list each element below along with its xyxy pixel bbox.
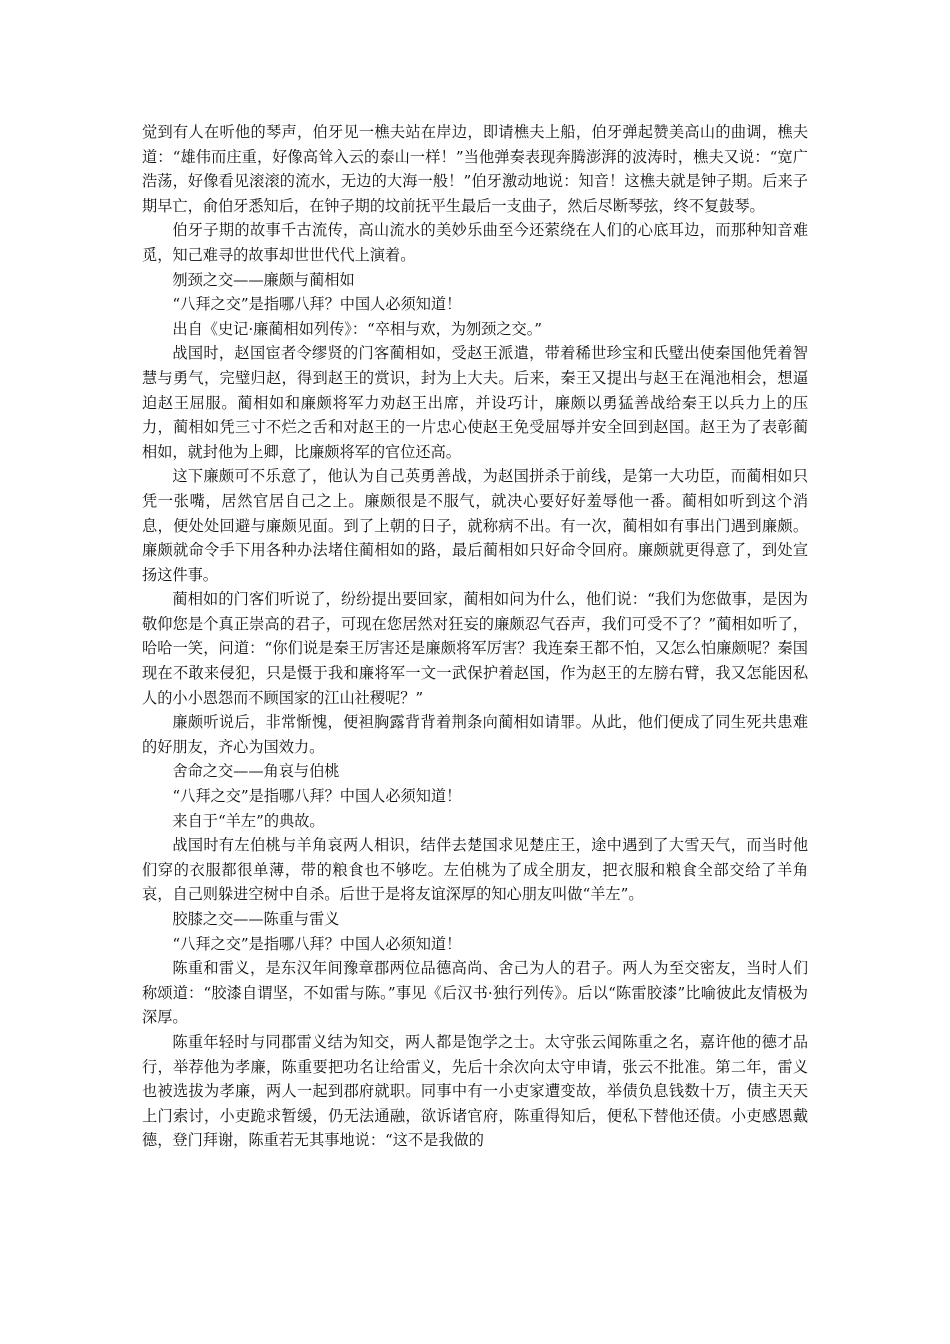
paragraph-lian-po-apology: 廉颇听说后，非常惭愧，便袒胸露背背着荆条向蔺相如请罪。从此，他们便成了同生死共患难的好朋友，齐心为国效力。 <box>142 713 808 756</box>
paragraph-chen-zhong-story: 陈重年轻时与同郡雷义结为知交，两人都是饱学之士。太守张云闻陈重之名，嘉许他的德才品行，举荐他为孝廉，陈重要把功名让给雷义，先后十余次向太守申请，张云不批准。第二年，雷义也被选拔为孝廉，两人一起到郡府就职。同事中有一小吏家遭变故，举债负息钱数十万，债主天天上门索讨，小吏跪求暂缓，仍无法通融，欲诉诸官府，陈重得知后，便私下替他还债。小吏感恩戴德，登门拜谢，陈重若无其事地说：“这不是我做的 <box>142 1032 808 1150</box>
paragraph-boya-ziqi-ending: 觉到有人在听他的琴声，伯牙见一樵夫站在岸边，即请樵夫上船，伯牙弹起赞美高山的曲调，樵夫道：“雄伟而庄重，好像高耸入云的泰山一样！”当他弹奏表现奔腾澎湃的波涛时，樵夫又说：“宽广浩荡，好像看见滚滚的流水，无边的大海一般！”伯牙激动地说：知音！这樵夫就是钟子期。后来子期早亡，俞伯牙悉知后，在钟子期的坟前抚平生最后一支曲子，然后尽断琴弦，终不复鼓琴。 <box>142 123 808 215</box>
paragraph-zuo-botao-story: 战国时有左伯桃与羊角哀两人相识，结伴去楚国求见楚庄王，途中遇到了大雪天气，而当时他们穿的衣服都很单薄，带的粮食也不够吃。左伯桃为了成全朋友，把衣服和粮食全部交给了羊角哀，自己则躲进空树中自杀。后世于是将友谊深厚的知心朋友叫做“羊左”。 <box>142 836 808 904</box>
paragraph-retainers-question: 蔺相如的门客们听说了，纷纷提出要回家，蔺相如问为什么，他们说：“我们为您做事，是因为敬仰您是个真正崇高的君子，可现在您居然对狂妄的廉颇忍气吞声，我们可受不了？”蔺相如听了，哈哈一笑，问道：“你们说是秦王厉害还是廉颇将军厉害？我连秦王都不怕，又怎么怕廉颇呢？秦国现在不敢来侵犯，只是慑于我和廉将军一文一武保护着赵国，作为赵王的左膀右臂，我又怎能因私人的小小恩怨而不顾国家的江山社稷呢？” <box>142 590 808 707</box>
paragraph-boya-legacy: 伯牙子期的故事千古流传，高山流水的美妙乐曲至今还萦绕在人们的心底耳边，而那种知音难觅，知己难寻的故事却世世代代上演着。 <box>142 221 808 264</box>
section-heading-wenjing: 刎颈之交——廉颇与蔺相如 <box>172 270 355 289</box>
paragraph-source-yangzuo: 来自于“羊左”的典故。 <box>172 811 325 830</box>
section-heading-jiaoqi: 胶膝之交——陈重与雷义 <box>172 910 340 928</box>
paragraph-lin-xiangru-background: 战国时，赵国宦者令缪贤的门客蔺相如，受赵王派遣，带着稀世珍宝和氏璧出使秦国他凭着智慧与勇气，完璧归赵，得到赵王的赏识，封为上大夫。后来，秦王又提出与赵王在渑池相会，想逼迫赵王屈服。蔺相如和廉颇将军力劝赵王出席，并设巧计，廉颇以勇猛善战给秦王以兵力上的压力，蔺相如凭三寸不烂之舌和对赵王的一片忠心使赵王免受屈辱并安全回到赵国。赵王为了表彰蔺相如，就封他为上卿，比廉颇将军的官位还高。 <box>142 344 808 461</box>
document-page <box>142 120 808 1153</box>
paragraph-source-shiji: 出自《史记·廉蔺相如列传》：“卒相与欢，为刎颈之交。” <box>172 319 543 338</box>
section-tagline: “八拜之交”是指哪八拜？中国人必须知道！ <box>172 934 462 953</box>
section-heading-sheming: 舍命之交——角哀与伯桃 <box>172 762 340 781</box>
paragraph-lian-po-displeased: 这下廉颇可不乐意了，他认为自己英勇善战，为赵国拼杀于前线，是第一大功臣，而蔺相如只凭一张嘴，居然官居自己之上。廉颇很是不服气，就决心要好好羞辱他一番。蔺相如听到这个消息，便处处回避与廉颇见面。到了上朝的日子，就称病不出。有一次，蔺相如有事出门遇到廉颇。廉颇就命令手下用各种办法堵住蔺相如的路，最后蔺相如只好命令回府。廉颇就更得意了，到处宣扬这件事。 <box>142 467 808 584</box>
paragraph-chen-lei-intro: 陈重和雷义，是东汉年间豫章郡两位品德高尚、舍己为人的君子。两人为至交密友，当时人们称颂道：“胶漆自谓坚，不如雷与陈。”事见《后汉书·独行列传》。后以“陈雷胶漆”比喻彼此友情极为深厚。 <box>142 959 808 1027</box>
section-tagline: “八拜之交”是指哪八拜？中国人必须知道！ <box>172 295 462 314</box>
section-tagline: “八拜之交”是指哪八拜？中国人必须知道！ <box>172 787 462 806</box>
